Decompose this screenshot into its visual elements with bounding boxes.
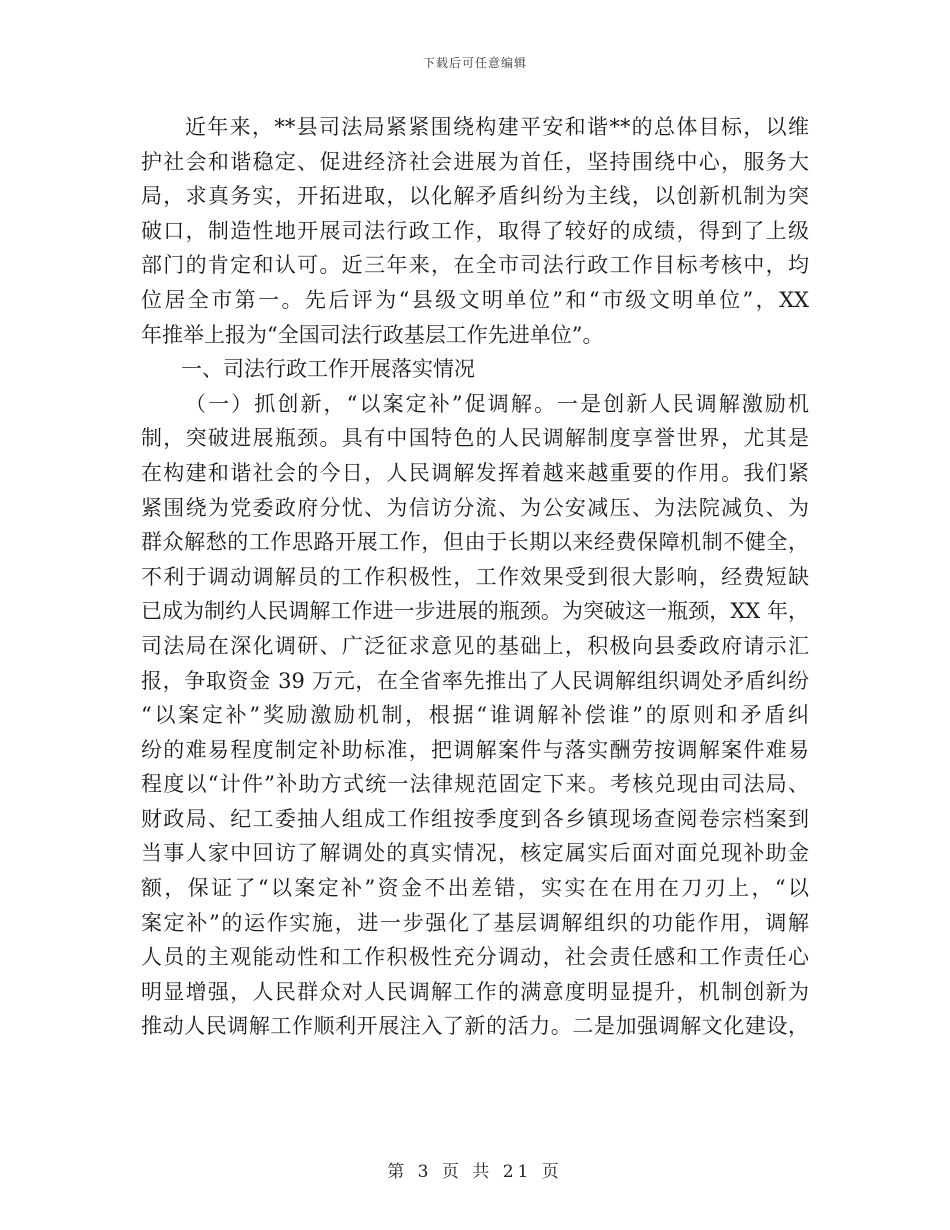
text-line: 局，求真务实，开拓进取，以化解矛盾纠纷为主线，以创新机制为突: [141, 184, 809, 209]
text-line: 已成为制约人民调解工作进一步进展的瓶颈。为突破这一瓶颈，XX 年，: [141, 599, 809, 624]
page-footer: 第 3 页 共 21 页: [387, 1162, 563, 1182]
document-body: [141, 110, 809, 1044]
text-line: （一）抓创新，“以案定补”促调解。一是创新人民调解激励机: [185, 391, 809, 416]
text-line: 司法局在深化调研、广泛征求意见的基础上，积极向县委政府请示汇: [141, 633, 809, 658]
text-line: 在构建和谐社会的今日，人民调解发挥着越来越重要的作用。我们紧: [141, 460, 809, 485]
text-line: 群众解愁的工作思路开展工作，但由于长期以来经费保障机制不健全，: [141, 530, 809, 555]
text-line: 财政局、纪工委抽人组成工作组按季度到各乡镇现场查阅卷宗档案到: [141, 806, 809, 831]
text-line: 不利于调动调解员的工作积极性，工作效果受到很大影响，经费短缺: [141, 564, 809, 589]
text-line: 位居全市第一。先后评为“县级文明单位”和“市级文明单位”，XX: [141, 287, 809, 312]
text-line: 报，争取资金 39 万元，在全省率先推出了人民调解组织调处矛盾纠纷: [141, 668, 809, 693]
intro-paragraph: [141, 110, 809, 352]
page-header: 下载后可任意编辑: [422, 56, 527, 70]
text-line: 年推举上报为“全国司法行政基层工作先进单位”。: [141, 322, 604, 347]
text-line: 纷的难易程度制定补助标准，把调解案件与落实酬劳按调解案件难易: [141, 737, 809, 762]
text-line: 额，保证了“以案定补”资金不出差错，实实在在用在刀刃上，“以: [141, 876, 809, 901]
body-paragraph: [141, 387, 809, 1044]
text-line: 破口，制造性地开展司法行政工作，取得了较好的成绩，得到了上级: [141, 218, 809, 243]
text-line: 人员的主观能动性和工作积极性充分调动，社会责任感和工作责任心: [141, 945, 809, 970]
heading-line: 一、司法行政工作开展落实情况: [181, 357, 475, 382]
text-line: 案定补”的运作实施，进一步强化了基层调解组织的功能作用，调解: [141, 910, 809, 935]
text-line: “以案定补”奖励激励机制，根据“谁调解补偿谁”的原则和矛盾纠: [141, 703, 809, 728]
text-line: 明显增强，人民群众对人民调解工作的满意度明显提升，机制创新为: [141, 979, 809, 1004]
text-line: 程度以“计件”补助方式统一法律规范固定下来。考核兑现由司法局、: [141, 772, 809, 797]
text-line: 近年来，**县司法局紧紧围绕构建平安和谐**的总体目标，以维: [185, 115, 809, 139]
text-line: 推动人民调解工作顺利开展注入了新的活力。二是加强调解文化建设，: [141, 1014, 809, 1039]
section-heading: [141, 352, 809, 387]
text-line: 当事人家中回访了解调处的真实情况，核定属实后面对面兑现补助金: [141, 841, 809, 866]
text-line: 制，突破进展瓶颈。具有中国特色的人民调解制度享誉世界，尤其是: [141, 426, 809, 451]
text-line: 护社会和谐稳定、促进经济社会进展为首任，坚持围绕中心，服务大: [141, 149, 809, 174]
text-line: 紧围绕为党委政府分忧、为信访分流、为公安减压、为法院减负、为: [141, 495, 809, 520]
text-line: 部门的肯定和认可。近三年来，在全市司法行政工作目标考核中，均: [141, 253, 809, 278]
